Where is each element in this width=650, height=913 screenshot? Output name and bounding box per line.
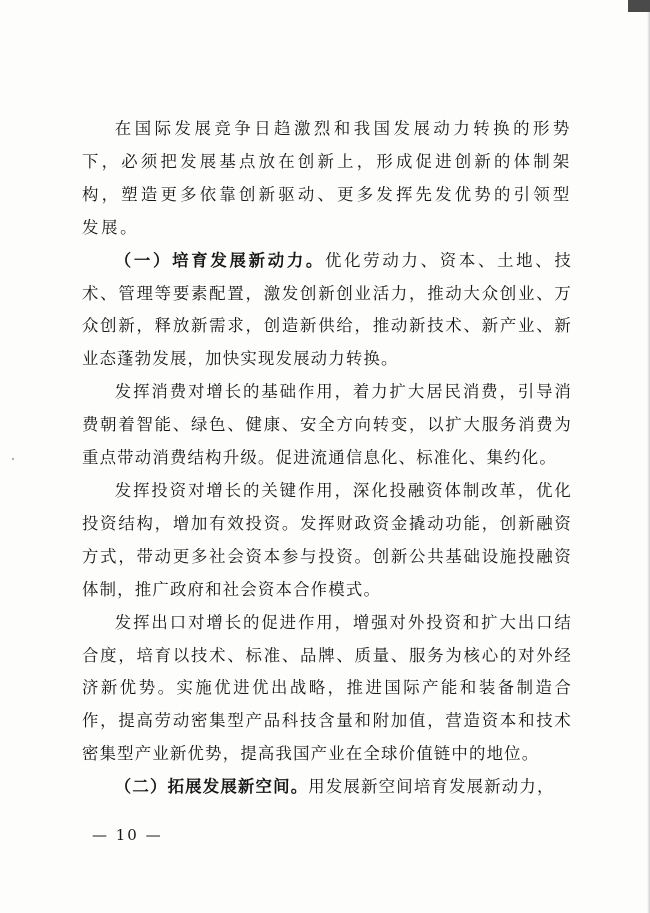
paragraph-investment [82, 475, 572, 607]
scan-speck [12, 458, 14, 460]
paragraph-text: 优化劳动力、资本、土地、技术、管理等要素配置，激发创新创业活力，推动大众创业、万众创新，释放新需求，创造新供给，推动新技术、新产业、新业态蓬勃发展，加快实现发展动力转换。 [82, 250, 572, 369]
paragraph-text: 发挥出口对增长的促进作用，增强对外投资和扩大出口结合度，培育以技术、标准、品牌、质量、服务为核心的对外经济新优势。实施优进优出战略，推进国际产能和装备制造合作，提高劳动密集型产品科技含量和附加值，营造资本和技术密集型产业新优势，提高我国产业在全球价值链中的地位。 [82, 612, 572, 764]
page-number: — 10 — [92, 826, 163, 844]
paragraph-intro [82, 113, 572, 245]
document-body [82, 113, 572, 804]
paragraph-text: 发挥消费对增长的基础作用，着力扩大居民消费，引导消费朝着智能、绿色、健康、安全方向转变，以扩大服务消费为重点带动消费结构升级。促进流通信息化、标准化、集约化。 [82, 382, 572, 468]
section-heading-1: （一）培育发展新动力。 [114, 250, 326, 270]
paragraph-text: 发挥投资对增长的关键作用，深化投融资体制改革，优化投资结构，增加有效投资。发挥财政资金撬动功能，创新融资方式，带动更多社会资本参与投资。创新公共基础设施投融资体制，推广政府和社会资本合作模式。 [82, 480, 572, 599]
scan-corner-mark [628, 0, 650, 12]
paragraph-new-space [82, 771, 572, 804]
paragraph-text: 在国际发展竞争日趋激烈和我国发展动力转换的形势下，必须把发展基点放在创新上，形成促进创新的体制架构，塑造更多依靠创新驱动、更多发挥先发优势的引领型发展。 [82, 119, 572, 237]
section-heading-2: （二）拓展发展新空间。 [114, 777, 309, 797]
paragraph-export [82, 607, 572, 772]
paragraph-text: 用发展新空间培育发展新动力， [308, 777, 555, 797]
paragraph-consumption [82, 376, 572, 475]
paragraph-new-momentum [82, 245, 572, 377]
